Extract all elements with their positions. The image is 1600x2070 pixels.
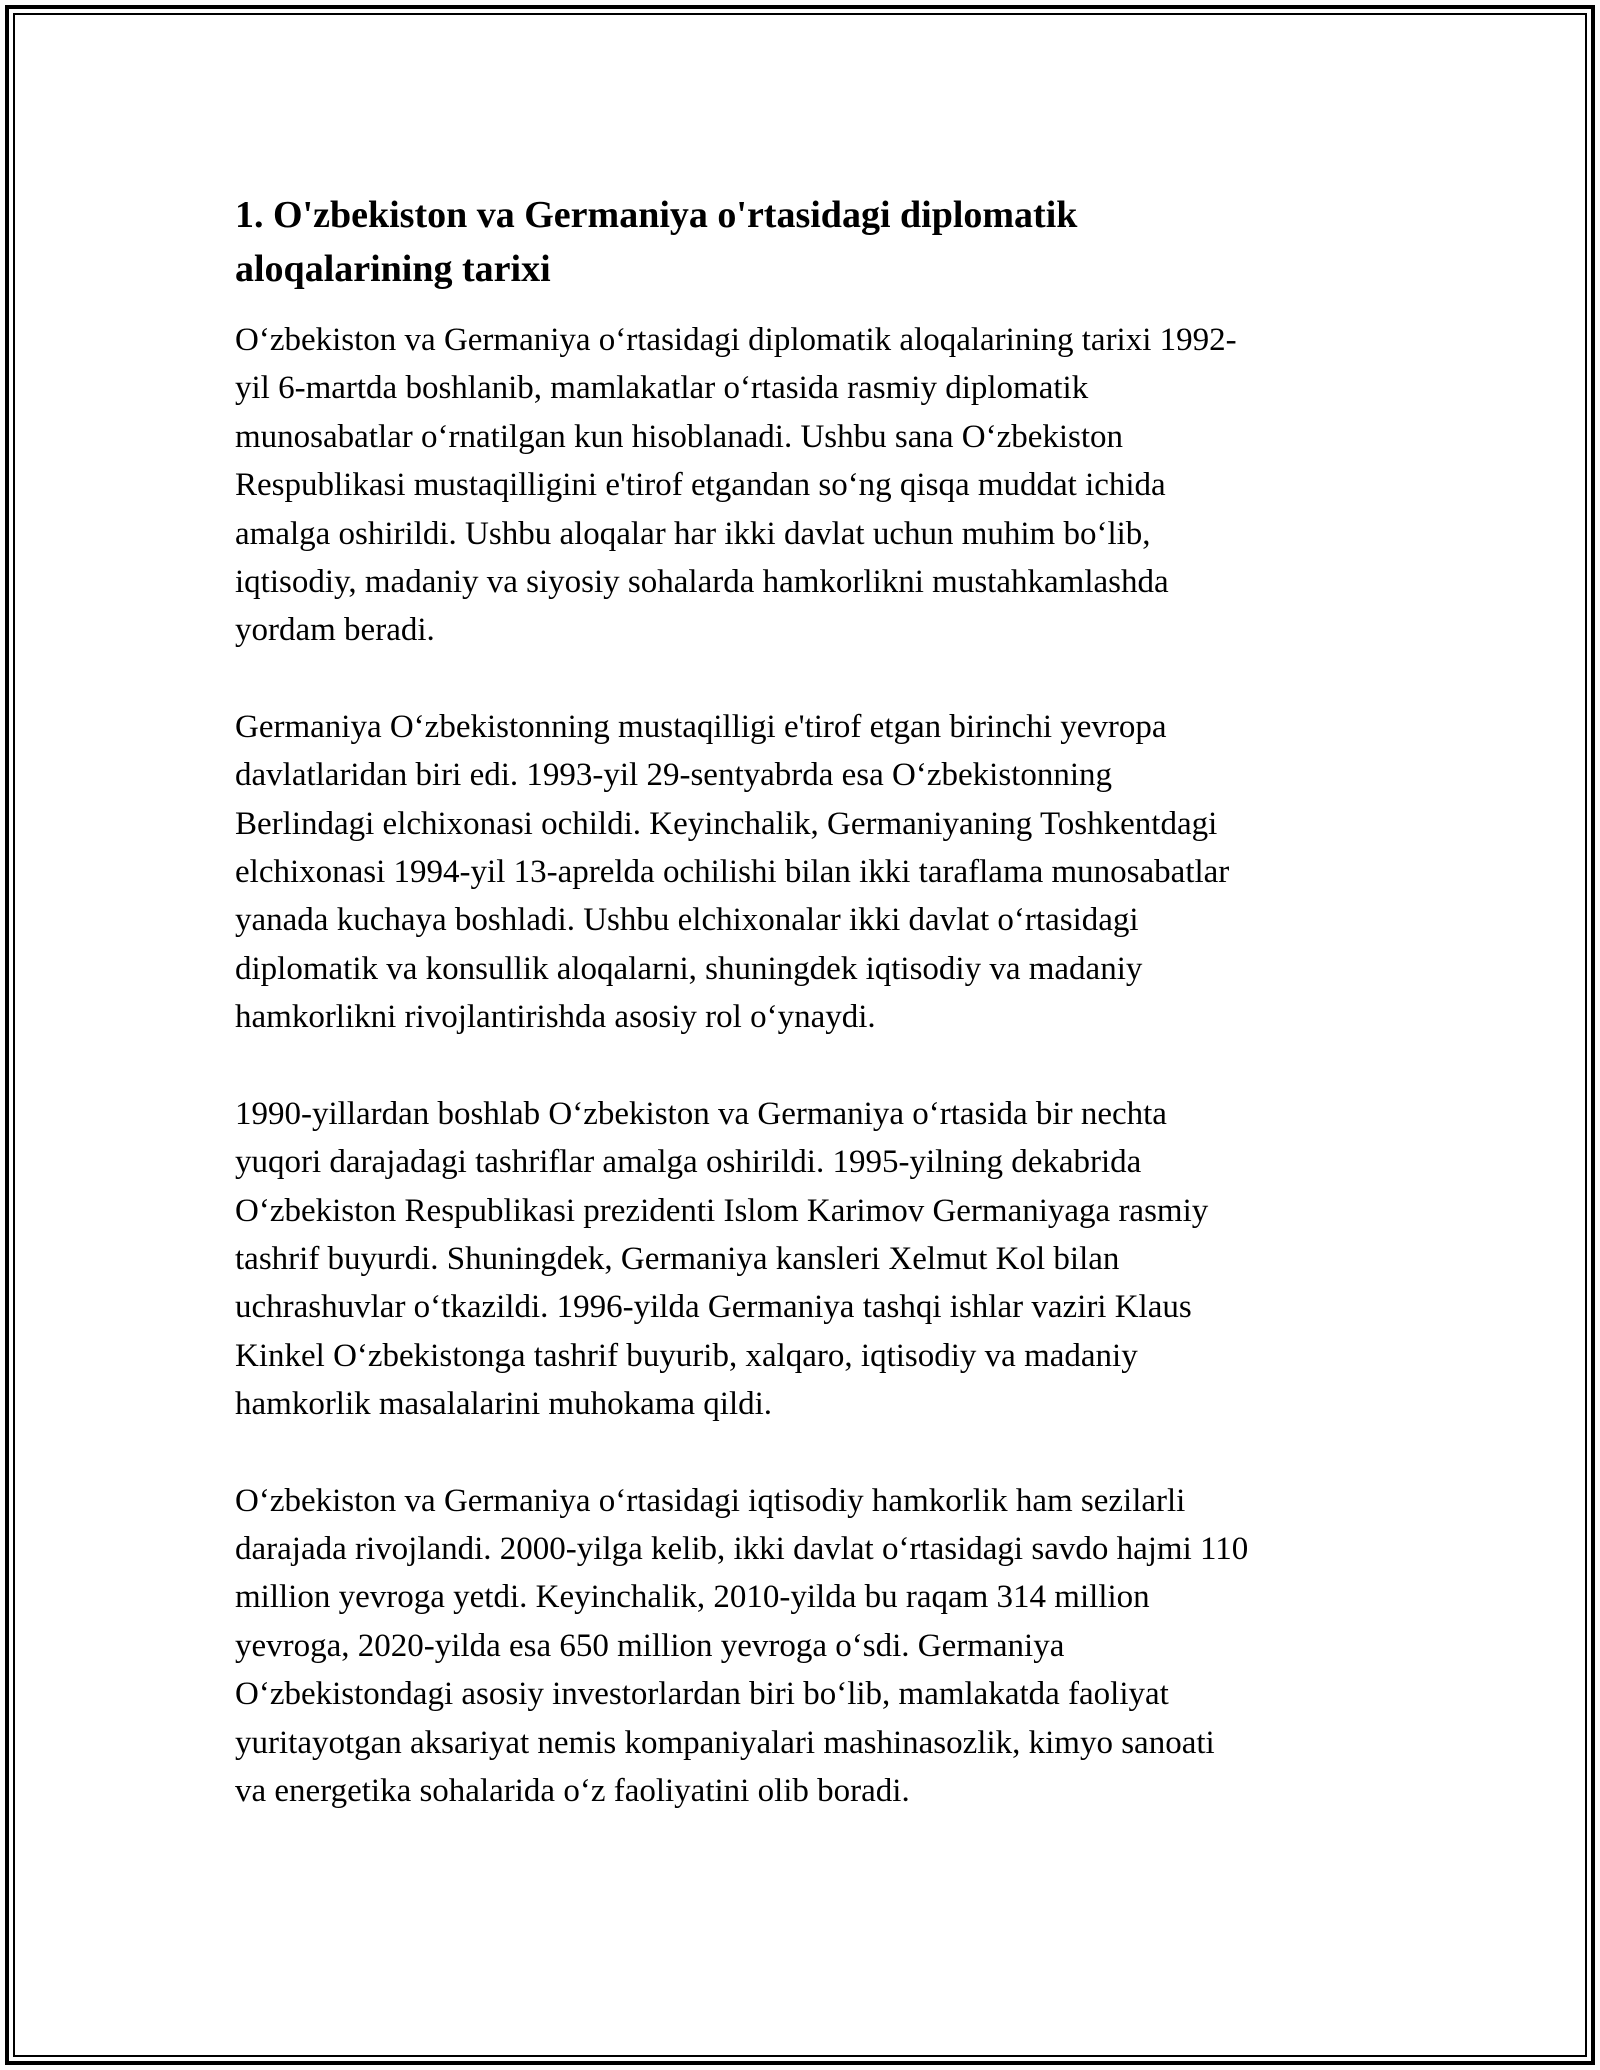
paragraph-embassies [235,703,1375,1042]
text-line: amalga oshirildi. Ushbu aloqalar har ikki davlat uchun muhim bo‘lib, [235,515,1151,552]
text-line: yil 6-martda boshlanib, mamlakatlar o‘rtasida rasmiy diplomatik [235,370,1089,407]
text-line: O‘zbekistondagi asosiy investorlardan biri bo‘lib, mamlakatda faoliyat [235,1676,1169,1713]
text-line: diplomatik va konsullik aloqalarni, shuningdek iqtisodiy va madaniy [235,950,1143,987]
text-line: 1990-yillardan boshlab O‘zbekiston va Germaniya o‘rtasida bir nechta [235,1095,1167,1132]
paragraph-economic-cooperation [235,1477,1375,1816]
text-line: davlatlaridan biri edi. 1993-yil 29-sentyabrda esa O‘zbekistonning [235,757,1112,794]
paragraph-official-visits [235,1090,1375,1429]
text-line: Germaniya O‘zbekistonning mustaqilligi e'tirof etgan birinchi yevropa [235,708,1167,745]
text-line: tashrif buyurdi. Shuningdek, Germaniya kansleri Xelmut Kol bilan [235,1240,1120,1277]
paragraph-diplomatic-start [235,316,1375,655]
text-line: darajada rivojlandi. 2000-yilga kelib, ikki davlat o‘rtasidagi savdo hajmi 110 [235,1530,1249,1567]
text-line: iqtisodiy, madaniy va siyosiy sohalarda hamkorlikni mustahkamlashda [235,564,1169,601]
title-line: 1. O'zbekiston va Germaniya o'rtasidagi diplomatik [235,194,1078,236]
text-line: yevroga, 2020-yilda esa 650 million yevroga o‘sdi. Germaniya [235,1627,1065,1664]
text-line: hamkorlik masalalarini muhokama qildi. [235,1386,773,1423]
text-line: va energetika sohalarida o‘z faoliyatini olib boradi. [235,1772,910,1809]
text-line: yordam beradi. [235,612,435,649]
text-line: yuqori darajadagi tashriflar amalga oshirildi. 1995-yilning dekabrida [235,1144,1142,1181]
text-line: million yevroga yetdi. Keyinchalik, 2010-yilda bu raqam 314 million [235,1579,1150,1616]
text-line: Berlindagi elchixonasi ochildi. Keyinchalik, Germaniyaning Toshkentdagi [235,805,1218,842]
text-line: O‘zbekiston va Germaniya o‘rtasidagi diplomatik aloqalarining tarixi 1992- [235,322,1237,358]
text-line: O‘zbekiston va Germaniya o‘rtasidagi iqtisodiy hamkorlik ham sezilarli [235,1482,1186,1519]
page-title [235,188,1375,296]
text-line: Respublikasi mustaqilligini e'tirof etgandan so‘ng qisqa muddat ichida [235,467,1166,504]
text-line: munosabatlar o‘rnatilgan kun hisoblanadi. Ushbu sana O‘zbekiston [235,418,1124,455]
text-line: hamkorlikni rivojlantirishda asosiy rol o‘ynaydi. [235,999,876,1036]
text-line: yanada kuchaya boshladi. Ushbu elchixonalar ikki davlat o‘rtasidagi [235,902,1139,939]
text-line: uchrashuvlar o‘tkazildi. 1996-yilda Germaniya tashqi ishlar vaziri Klaus [235,1289,1192,1326]
text-line: yuritayotgan aksariyat nemis kompaniyalari mashinasozlik, kimyo sanoati [235,1724,1215,1761]
text-line: elchixonasi 1994-yil 13-aprelda ochilishi bilan ikki taraflama munosabatlar [235,854,1230,891]
text-line: Kinkel O‘zbekistonga tashrif buyurib, xalqaro, iqtisodiy va madaniy [235,1337,1138,1374]
text-line: O‘zbekiston Respublikasi prezidenti Islom Karimov Germaniyaga rasmiy [235,1192,1209,1229]
title-line: aloqalarining tarixi [235,248,551,290]
document-body [235,188,1375,1815]
